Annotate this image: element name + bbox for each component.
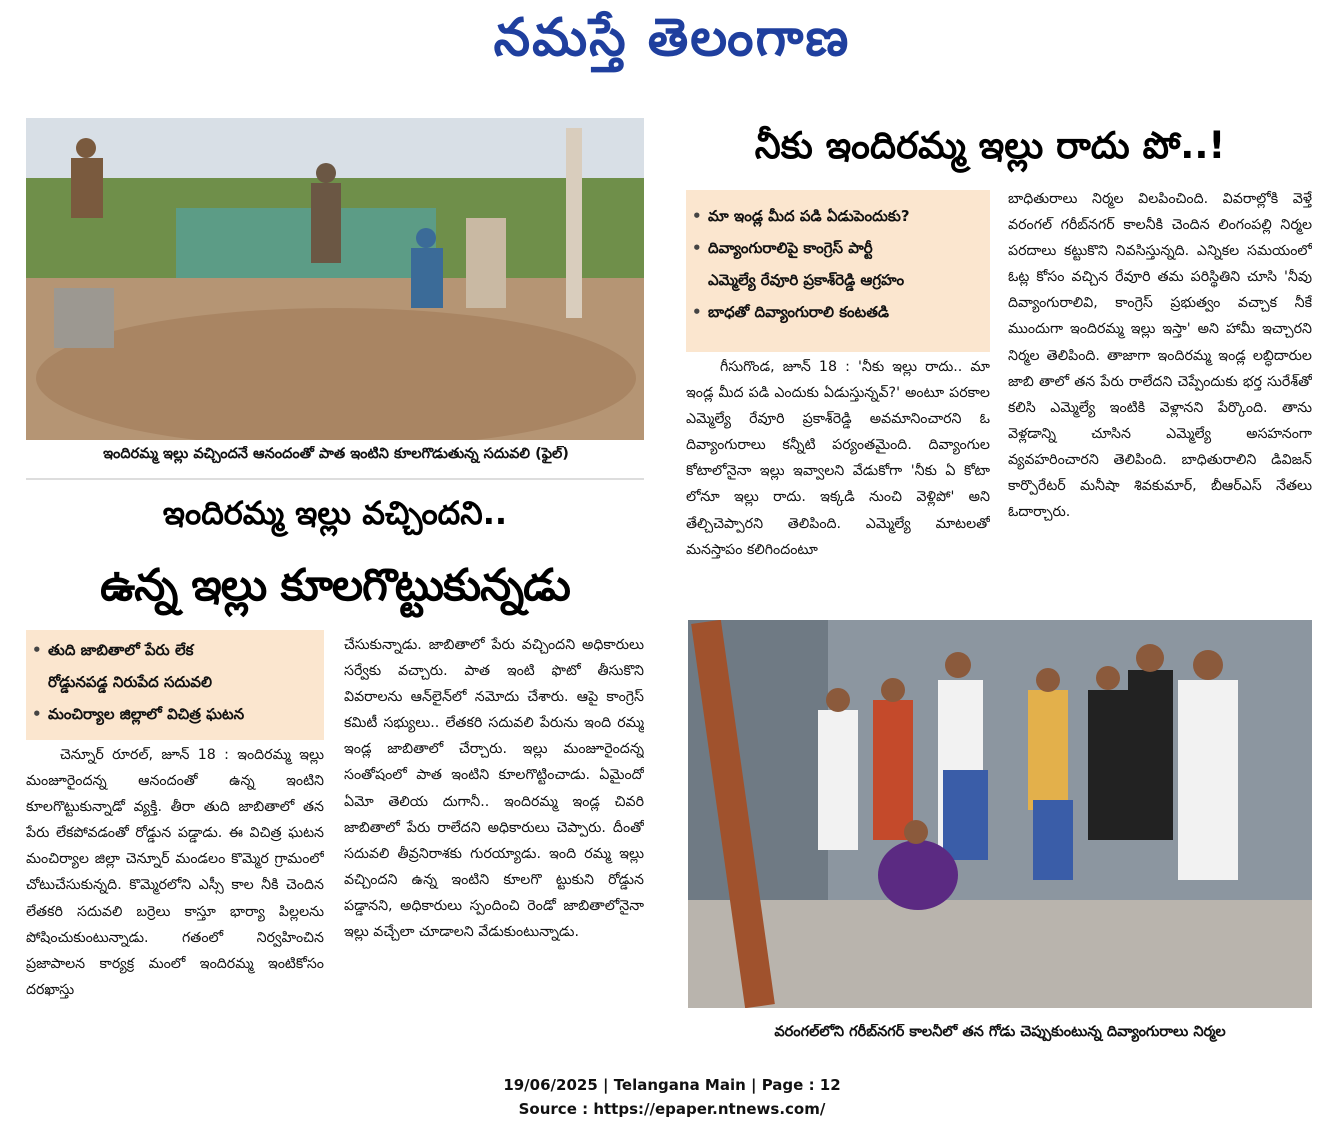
highlight-item: • తుది జాబితాలో పేరు లేక	[26, 634, 324, 666]
highlight-item: • దివ్యాంగురాలిపై కాంగ్రెస్ పార్టీ	[686, 232, 990, 264]
highlight-item: • మంచిర్యాల జిల్లాలో విచిత్ర ఘటన	[26, 698, 324, 730]
left-photo-caption: ఇందిరమ్మ ఇల్లు వచ్చిందనే ఆనందంతో పాత ఇంటిని కూలగొడుతున్న సదువలి (ఫైల్)	[103, 446, 569, 462]
article-text: బాధితురాలు నిర్మల విలపించింది. వివరాల్లోకి వెళ్తే వరంగల్ గరీబ్‌నగర్ కాలనీకి చెందిన లింగంపల్లి నిర్మల పరదాలు కట్టుకొని నివసిస్తున్నది. ఎన్నికల సమయంలో ఓట్ల కోసం వచ్చిన రేవూరి తమ పరిస్థితిని చూసి 'నీవు దివ్యాంగురాలివి, కాంగ్రెస్ ప్రభుత్వం వచ్చాక నీకే ముందుగా ఇందిరమ్మ ఇల్లు ఇస్తా' అని హామీ ఇచ్చారని నిర్మల తెలిపింది. తాజాగా ఇందిరమ్మ ఇండ్ల లబ్ధిదారుల జాబి తాలో తన పేరు రాలేదని చెప్పేందుకు భర్త సురేశ్‌తో కలిసి ఎమ్మెల్యే ఇంటికి వెళ్లానని పేర్కొంది. తాను వెళ్లడాన్ని చూసిన ఎమ్మెల్యే అసహనంగా వ్యవహరించారని తెలిపింది. బాధితురాలిని డివిజన్ కార్పొరేటర్ మనీషా శివకుమార్, బీఆర్ఎస్ నేతలు ఓదార్చారు.	[1008, 191, 1312, 521]
highlight-item: • మా ఇండ్ల మీద పడి ఏడుపెందుకు?	[686, 200, 990, 232]
article-text: చెన్నూర్ రూరల్, జూన్ 18 : ఇందిరమ్మ ఇల్లు మంజూరైందన్న ఆనందంతో ఉన్న ఇంటిని కూలగొట్టుకున్నాడో వ్యక్తి. తీరా తుది జాబితాలో తన పేరు లేకపోవడంతో రోడ్డున పడ్డాడు. ఈ విచిత్ర ఘటన మంచిర్యాల జిల్లా చెన్నూర్ మండలం కొమ్మెర గ్రామంలో చోటుచేసుకున్నది. కొమ్మెరలోని ఎస్సీ కాల నీకి చెందిన లేతకరి సదువలి బర్రెలు కాస్తూ భార్యా పిల్లలను పోషించుకుంటున్నాడు. గతంలో నిర్వహించిన ప్రజాపాలన కార్యక్ర మంలో ఇందిరమ్మ ఇంటికోసం దరఖాస్తు	[26, 747, 324, 998]
left-article-column-1	[26, 742, 324, 1060]
right-headline: నీకు ఇందిరమ్మ ఇల్లు రాదు పో..!	[754, 124, 1226, 167]
left-article-column-2	[344, 632, 644, 1060]
article-text: చేసుకున్నాడు. జాబితాలో పేరు వచ్చిందని అధికారులు సర్వేకు వచ్చారు. పాత ఇంటి ఫొటో తీసుకొని వివరాలను ఆన్‌లైన్‌లో నమోదు చేశారు. ఆపై కాంగ్రెస్ కమిటీ సభ్యులు.. లేతకరి సదువలి పేరును ఇంది రమ్మ ఇండ్ల జాబితాలో చేర్చారు. ఇల్లు మంజూరైందన్న సంతోషంలో పాత ఇంటిని కూలగొట్టించాడు. ఏమైందో ఏమో తెలియ దుగానీ.. ఇందిరమ్మ ఇండ్ల చివరి జాబితాలో పేరు రాలేదని అధికారులు చెప్పారు. దీంతో సదువలి తీవ్రనిరాశకు గురయ్యాడు. ఇంది రమ్మ ఇల్లు వచ్చిందని ఉన్న ఇంటిని కూలగొ ట్టుకుని రోడ్డున పడ్డానని, అధికారులు స్పందించి రెండో జాబితాలోనైనా ఇల్లు వచ్చేలా చూడాలని వేడుకుంటున్నాడు.	[344, 637, 644, 941]
footer-source-link[interactable]: Source : https://epaper.ntnews.com/	[518, 1100, 826, 1118]
left-highlights-box	[26, 630, 324, 740]
footer-date-edition-page: 19/06/2025 | Telangana Main | Page : 12	[503, 1076, 841, 1094]
newspaper-masthead: నమస్తే తెలంగాణ	[493, 8, 851, 68]
left-headline-1: ఇందిరమ్మ ఇల్లు వచ్చిందని..	[162, 494, 508, 532]
highlight-item: రోడ్డునపడ్డ నిరుపేద సదువలి	[48, 673, 212, 691]
right-article-column-1	[686, 354, 990, 604]
divider	[26, 478, 644, 480]
highlight-item: ఎమ్మెల్యే రేవూరి ప్రకాశ్‌రెడ్డి ఆగ్రహం	[708, 271, 905, 289]
right-article-column-2	[1008, 186, 1312, 604]
left-headline-2: ఉన్న ఇల్లు కూలగొట్టుకున్నడు	[100, 560, 570, 611]
complainant-group-photo	[688, 620, 1312, 1008]
highlight-item: • బాధతో దివ్యాంగురాలి కంటతడి	[686, 296, 990, 328]
demolished-house-photo	[26, 118, 644, 440]
right-highlights-box	[686, 190, 990, 352]
right-photo-caption: వరంగల్‌లోని గరీబ్‌నగర్ కాలనీలో తన గోడు చెప్పుకుంటున్న దివ్యాంగురాలు నిర్మల	[774, 1024, 1226, 1040]
article-text: గీసుగొండ, జూన్ 18 : 'నీకు ఇల్లు రాదు.. మా ఇండ్ల మీద పడి ఎందుకు ఏడుస్తున్నవ్?' అంటూ పరకాల ఎమ్మెల్యే రేవూరి ప్రకాశ్‌రెడ్డి అవమానించారని ఓ దివ్యాంగురాలు కన్నీటి పర్యంతమైంది. దివ్యాంగుల కోటాలోనైనా ఇల్లు ఇవ్వాలని వేడుకోగా 'నీకు ఏ కోటా లోనూ ఇల్లు రాదు. ఇక్కడి నుంచి వెళ్లిపో' అని తేల్చిచెప్పారని తెలిపింది. ఎమ్మెల్యే మాటలతో మనస్తాపం కలిగిందంటూ	[686, 359, 990, 558]
